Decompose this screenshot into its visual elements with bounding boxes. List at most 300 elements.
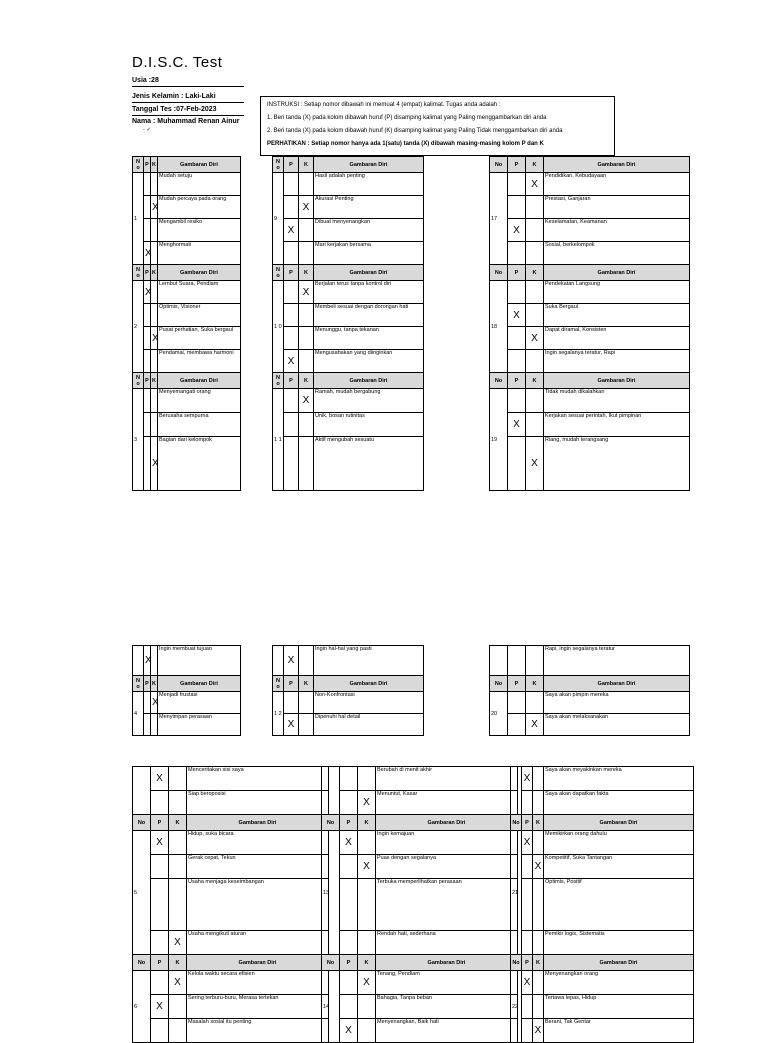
p-mark-cell[interactable] (284, 413, 299, 437)
item-number: 17 (490, 173, 508, 265)
gambaran-diri-text: Terbuka memperlihatkan perasaan (376, 879, 518, 931)
stray-mark: - ✓ (143, 127, 151, 133)
header-no: N o (273, 157, 284, 173)
item-number: 1 0 (273, 281, 284, 373)
header-gambaran-diri: Gambaran Diri (544, 815, 694, 831)
k-mark-cell[interactable] (151, 304, 158, 327)
k-mark-cell[interactable] (169, 879, 187, 931)
k-mark-cell[interactable] (526, 219, 544, 242)
p-mark-cell[interactable] (340, 971, 358, 995)
table-row (490, 413, 690, 437)
p-mark-cell[interactable] (340, 931, 358, 955)
gambaran-diri-text: Prestasi, Ganjaran (544, 196, 690, 219)
k-mark-cell[interactable] (169, 791, 187, 815)
item-number: 1 (133, 173, 144, 265)
k-mark-cell[interactable]: X (358, 855, 376, 879)
table-row (133, 646, 241, 676)
k-mark-cell[interactable] (151, 389, 158, 413)
header-gambaran-diri: Gambaran Diri (314, 373, 424, 389)
header-p: P (522, 815, 533, 831)
p-mark-cell[interactable] (508, 714, 526, 736)
p-mark-cell[interactable] (508, 389, 526, 413)
k-mark-cell[interactable] (526, 304, 544, 327)
p-mark-cell[interactable] (508, 350, 526, 373)
k-mark-cell[interactable]: X (151, 327, 158, 350)
k-mark-cell[interactable] (151, 173, 158, 196)
p-mark-cell[interactable]: X (284, 646, 299, 676)
k-mark-cell[interactable] (169, 767, 187, 791)
p-mark-cell[interactable] (508, 173, 526, 196)
k-mark-cell[interactable] (533, 831, 544, 855)
p-mark-cell[interactable] (508, 646, 526, 676)
gambaran-diri-text: Berusaha sempurna (158, 413, 241, 437)
k-mark-cell[interactable] (299, 219, 314, 242)
p-mark-cell[interactable]: X (144, 646, 151, 676)
table-row (322, 995, 518, 1019)
p-mark-cell[interactable] (144, 437, 151, 491)
table-header-row (273, 157, 424, 173)
k-mark-cell[interactable] (526, 242, 544, 265)
p-mark-cell[interactable] (522, 1019, 533, 1043)
p-mark-cell[interactable] (144, 327, 151, 350)
gambaran-diri-text: Menjadi frustasi (158, 692, 241, 714)
table-header-row (133, 157, 241, 173)
table-row (511, 1019, 694, 1043)
item-number (133, 767, 151, 815)
header-p: P (508, 373, 526, 389)
table-row (490, 304, 690, 327)
k-mark-cell[interactable] (358, 995, 376, 1019)
gambaran-diri-text: Bagian dari kelompok (158, 437, 241, 491)
header-no: N o (133, 157, 144, 173)
table-row (133, 389, 241, 413)
p-mark-cell[interactable] (508, 692, 526, 714)
header-gambaran-diri: Gambaran Diri (314, 157, 424, 173)
p-mark-cell[interactable] (284, 281, 299, 304)
k-mark-cell[interactable] (151, 350, 158, 373)
p-mark-cell[interactable] (144, 714, 151, 736)
p-mark-cell[interactable] (508, 281, 526, 304)
table-row (133, 692, 241, 714)
k-mark-cell[interactable]: X (526, 437, 544, 491)
k-mark-cell[interactable] (299, 692, 314, 714)
k-mark-cell[interactable] (526, 413, 544, 437)
gambaran-diri-text: Tertawa lepas, Hidup (544, 995, 694, 1019)
p-mark-cell[interactable] (144, 304, 151, 327)
k-mark-cell[interactable] (151, 219, 158, 242)
gambaran-diri-text: Saya akan pimpin mereka (544, 692, 690, 714)
table-row (322, 831, 518, 855)
disc-table (132, 645, 241, 736)
item-number: 13 (322, 831, 340, 955)
gambaran-diri-text: Riang, mudah terangsang (544, 437, 690, 491)
item-number: 19 (490, 389, 508, 491)
k-mark-cell[interactable] (299, 304, 314, 327)
header-no: No (322, 955, 340, 971)
p-mark-cell[interactable] (144, 350, 151, 373)
p-mark-cell[interactable] (284, 327, 299, 350)
table-header-row (490, 265, 690, 281)
p-mark-cell[interactable] (508, 437, 526, 491)
p-mark-cell[interactable] (144, 389, 151, 413)
p-mark-cell[interactable]: X (144, 242, 151, 265)
p-mark-cell[interactable] (284, 389, 299, 413)
p-mark-cell[interactable] (144, 173, 151, 196)
table-row (133, 281, 241, 304)
instruction-line-3: 2. Beri tanda (X) pada kolom dibawah huruf (K) disamping kalimat yang Paling Tidak menggambarkan diri anda (267, 128, 563, 134)
gambaran-diri-text: Mengusahakan yang diinginkan (314, 350, 424, 373)
p-mark-cell[interactable]: X (284, 714, 299, 736)
k-mark-cell[interactable]: X (358, 791, 376, 815)
table-header-row (133, 955, 329, 971)
k-mark-cell[interactable] (299, 714, 314, 736)
gambaran-diri-text: Berjalan terus tanpa kontrol diri (314, 281, 424, 304)
p-mark-cell[interactable] (340, 767, 358, 791)
table-header-row (322, 955, 518, 971)
table-row (133, 196, 241, 219)
p-mark-cell[interactable] (151, 931, 169, 955)
table-row (273, 281, 424, 304)
gambaran-diri-text: Ramah, mudah bergabung (314, 389, 424, 413)
k-mark-cell[interactable] (358, 931, 376, 955)
header-gambaran-diri: Gambaran Diri (544, 157, 690, 173)
disc-table (489, 156, 690, 491)
table-row (511, 879, 694, 931)
k-mark-cell[interactable] (533, 767, 544, 791)
p-mark-cell[interactable] (340, 995, 358, 1019)
gambaran-diri-text: Menyemangati orang (158, 389, 241, 413)
gambaran-diri-text: Menyimpan perasaan (158, 714, 241, 736)
table-row (511, 767, 694, 791)
disc-table (132, 156, 241, 491)
p-mark-cell[interactable]: X (522, 971, 533, 995)
gambaran-diri-text: Dibuat menyenangkan (314, 219, 424, 242)
header-gambaran-diri: Gambaran Diri (158, 265, 241, 281)
k-mark-cell[interactable] (358, 831, 376, 855)
p-mark-cell[interactable] (151, 879, 169, 931)
k-mark-cell[interactable] (299, 350, 314, 373)
gambaran-diri-text: Puas dengan segalanya (376, 855, 518, 879)
p-mark-cell[interactable]: X (144, 281, 151, 304)
gambaran-diri-text: Aktif mengubah sesuatu (314, 437, 424, 491)
gambaran-diri-text: Memikirkan orang dahulu (544, 831, 694, 855)
header-p: P (522, 955, 533, 971)
info-tanggal: Tanggal Tes :07-Feb-2023 (132, 104, 244, 116)
gambaran-diri-text: Optimis, Positif (544, 879, 694, 931)
p-mark-cell[interactable]: X (284, 219, 299, 242)
table-header-row (133, 676, 241, 692)
p-mark-cell[interactable] (284, 173, 299, 196)
disc-table (272, 156, 424, 491)
k-mark-cell[interactable]: X (169, 971, 187, 995)
header-k: K (526, 676, 544, 692)
header-no: No (511, 815, 522, 831)
header-k: K (526, 265, 544, 281)
table-row (273, 173, 424, 196)
table-row (511, 791, 694, 815)
table-row (133, 327, 241, 350)
gambaran-diri-text: Pendidikan, Kebudayaan (544, 173, 690, 196)
k-mark-cell[interactable] (299, 437, 314, 491)
k-mark-cell[interactable] (169, 831, 187, 855)
k-mark-cell[interactable] (526, 692, 544, 714)
header-k: K (299, 157, 314, 173)
k-mark-cell[interactable]: X (151, 196, 158, 219)
p-mark-cell[interactable]: X (340, 1019, 358, 1043)
table-row (273, 646, 424, 676)
k-mark-cell[interactable]: X (151, 437, 158, 491)
table-header-row (511, 955, 694, 971)
k-mark-cell[interactable]: X (169, 931, 187, 955)
gambaran-diri-text: Usaha menjaga keseimbangan (187, 879, 329, 931)
p-mark-cell[interactable] (144, 692, 151, 714)
table-row (133, 304, 241, 327)
item-number (490, 646, 508, 676)
gambaran-diri-text: Pusat perhatian, Suka bergaul (158, 327, 241, 350)
gambaran-diri-text: Ingin hal-hal yang pasti (314, 646, 424, 676)
table-header-row (133, 815, 329, 831)
k-mark-cell[interactable] (358, 1019, 376, 1043)
header-k: K (151, 157, 158, 173)
table-row (133, 437, 241, 491)
table-row (511, 855, 694, 879)
p-mark-cell[interactable] (151, 791, 169, 815)
k-mark-cell[interactable]: X (533, 855, 544, 879)
header-gambaran-diri: Gambaran Diri (187, 815, 329, 831)
p-mark-cell[interactable] (522, 931, 533, 955)
header-no: N o (133, 265, 144, 281)
info-usia: Usia :28 (132, 75, 244, 87)
table-row (511, 971, 694, 995)
table-row (322, 971, 518, 995)
k-mark-cell[interactable] (533, 995, 544, 1019)
table-row (322, 931, 518, 955)
gambaran-diri-text: Membeli sesuai dengan dorongan hati (314, 304, 424, 327)
k-mark-cell[interactable] (169, 1019, 187, 1043)
p-mark-cell[interactable] (151, 971, 169, 995)
gambaran-diri-text: Pemikir logis, Sistematis (544, 931, 694, 955)
table-header-row (490, 373, 690, 389)
p-mark-cell[interactable] (508, 196, 526, 219)
disc-table (321, 766, 518, 1043)
table-row (133, 242, 241, 265)
header-no: N o (133, 676, 144, 692)
p-mark-cell[interactable]: X (151, 831, 169, 855)
gambaran-diri-text: Menceritakan sisi saya (187, 767, 329, 791)
gambaran-diri-text: Menunggu, tanpa tekanan (314, 327, 424, 350)
k-mark-cell[interactable]: X (358, 971, 376, 995)
p-mark-cell[interactable]: X (508, 304, 526, 327)
table-row (511, 831, 694, 855)
k-mark-cell[interactable] (533, 971, 544, 995)
k-mark-cell[interactable] (526, 350, 544, 373)
k-mark-cell[interactable]: X (299, 196, 314, 219)
gambaran-diri-text: Menghormati (158, 242, 241, 265)
p-mark-cell[interactable] (284, 242, 299, 265)
k-mark-cell[interactable]: X (533, 1019, 544, 1043)
p-mark-cell[interactable] (151, 855, 169, 879)
header-p: P (284, 373, 299, 389)
p-mark-cell[interactable]: X (508, 413, 526, 437)
gambaran-diri-text: Mengambil resiko (158, 219, 241, 242)
p-mark-cell[interactable] (151, 1019, 169, 1043)
p-mark-cell[interactable] (522, 791, 533, 815)
gambaran-diri-text: Masalah sosial itu penting (187, 1019, 329, 1043)
p-mark-cell[interactable] (284, 304, 299, 327)
gambaran-diri-text: Tidak mudah dikalahkan (544, 389, 690, 413)
k-mark-cell[interactable] (299, 242, 314, 265)
header-k: K (299, 265, 314, 281)
k-mark-cell[interactable] (358, 767, 376, 791)
table-row (133, 831, 329, 855)
header-no: No (490, 265, 508, 281)
k-mark-cell[interactable] (533, 791, 544, 815)
k-mark-cell[interactable] (151, 413, 158, 437)
p-mark-cell[interactable] (522, 855, 533, 879)
header-no: N o (133, 373, 144, 389)
p-mark-cell[interactable] (340, 791, 358, 815)
header-no: No (511, 955, 522, 971)
p-mark-cell[interactable] (522, 995, 533, 1019)
header-gambaran-diri: Gambaran Diri (158, 676, 241, 692)
header-gambaran-diri: Gambaran Diri (376, 815, 518, 831)
k-mark-cell[interactable] (169, 855, 187, 879)
p-mark-cell[interactable] (340, 855, 358, 879)
table-row (133, 1019, 329, 1043)
k-mark-cell[interactable] (299, 646, 314, 676)
header-p: P (151, 955, 169, 971)
k-mark-cell[interactable] (169, 995, 187, 1019)
p-mark-cell[interactable] (144, 219, 151, 242)
gambaran-diri-text: Usaha mengikuti aturan (187, 931, 329, 955)
table-header-row (490, 676, 690, 692)
p-mark-cell[interactable] (144, 413, 151, 437)
k-mark-cell[interactable]: X (151, 692, 158, 714)
k-mark-cell[interactable] (533, 931, 544, 955)
gambaran-diri-text: Menuntut, Kasar (376, 791, 518, 815)
header-p: P (151, 815, 169, 831)
gambaran-diri-text: Sosial, berkelompok (544, 242, 690, 265)
p-mark-cell[interactable] (508, 327, 526, 350)
p-mark-cell[interactable] (284, 692, 299, 714)
p-mark-cell[interactable]: X (508, 219, 526, 242)
gambaran-diri-text: Dipenuhi hal detail (314, 714, 424, 736)
k-mark-cell[interactable] (526, 646, 544, 676)
k-mark-cell[interactable] (151, 714, 158, 736)
k-mark-cell[interactable]: X (299, 281, 314, 304)
page-title: D.I.S.C. Test (132, 54, 223, 71)
item-number: 18 (490, 281, 508, 373)
item-number (511, 767, 522, 815)
table-row (490, 437, 690, 491)
gambaran-diri-text: Rendah hati, sederhana (376, 931, 518, 955)
header-p: P (284, 265, 299, 281)
table-row (322, 855, 518, 879)
k-mark-cell[interactable]: X (299, 389, 314, 413)
table-row (490, 173, 690, 196)
header-p: P (144, 157, 151, 173)
table-row (511, 931, 694, 955)
k-mark-cell[interactable] (526, 389, 544, 413)
header-k: K (169, 955, 187, 971)
instruction-line-1: INSTRUKSI : Setiap nomor dibawah ini memuat 4 (empat) kalimat. Tugas anda adalah : (267, 102, 501, 108)
gambaran-diri-text: Sering terburu-buru, Merasa tertekan (187, 995, 329, 1019)
p-mark-cell[interactable] (522, 879, 533, 931)
gambaran-diri-text: Pendamai, membawa harmoni (158, 350, 241, 373)
item-number: 21 (511, 831, 522, 955)
header-gambaran-diri: Gambaran Diri (187, 955, 329, 971)
info-jenis-kelamin: Jenis Kelamin : Laki-Laki (132, 91, 244, 103)
k-mark-cell[interactable] (526, 281, 544, 304)
header-no: No (133, 815, 151, 831)
p-mark-cell[interactable] (508, 242, 526, 265)
item-number: 4 (133, 692, 144, 736)
p-mark-cell[interactable]: X (522, 831, 533, 855)
header-no: N o (273, 373, 284, 389)
instruction-line-2: 1. Beri tanda (X) pada kolom dibawah huruf (P) disamping kalimat yang Paling menggambarkan diri anda (267, 115, 547, 121)
header-gambaran-diri: Gambaran Diri (158, 373, 241, 389)
gambaran-diri-text: Gerak cepat, Tekun (187, 855, 329, 879)
table-row (133, 879, 329, 931)
k-mark-cell[interactable] (526, 196, 544, 219)
p-mark-cell[interactable]: X (151, 767, 169, 791)
table-row (490, 242, 690, 265)
k-mark-cell[interactable] (299, 413, 314, 437)
gambaran-diri-text: Keselamatan, Keamanan (544, 219, 690, 242)
header-p: P (340, 815, 358, 831)
gambaran-diri-text: Mari kerjakan bersama (314, 242, 424, 265)
gambaran-diri-text: Kompetitif, Suka Tantangan (544, 855, 694, 879)
header-k: K (151, 265, 158, 281)
item-number: 5 (133, 831, 151, 955)
header-p: P (284, 157, 299, 173)
table-row (490, 350, 690, 373)
p-mark-cell[interactable]: X (522, 767, 533, 791)
gambaran-diri-text: Hasil adalah penting (314, 173, 424, 196)
table-header-row (273, 676, 424, 692)
table-row (273, 196, 424, 219)
p-mark-cell[interactable] (284, 437, 299, 491)
table-row (490, 646, 690, 676)
k-mark-cell[interactable]: X (526, 327, 544, 350)
k-mark-cell[interactable] (358, 879, 376, 931)
gambaran-diri-text: Kelola waktu secara efisien (187, 971, 329, 995)
header-k: K (526, 157, 544, 173)
k-mark-cell[interactable] (533, 879, 544, 931)
table-header-row (322, 815, 518, 831)
p-mark-cell[interactable]: X (284, 350, 299, 373)
item-number (273, 646, 284, 676)
table-row (490, 327, 690, 350)
gambaran-diri-text: Ingin kemajuan (376, 831, 518, 855)
p-mark-cell[interactable] (284, 196, 299, 219)
k-mark-cell[interactable] (299, 173, 314, 196)
table-header-row (273, 265, 424, 281)
p-mark-cell[interactable] (144, 196, 151, 219)
k-mark-cell[interactable]: X (526, 173, 544, 196)
p-mark-cell[interactable]: X (151, 995, 169, 1019)
item-number: 14 (322, 971, 340, 1043)
k-mark-cell[interactable] (299, 327, 314, 350)
gambaran-diri-text: Menyenangkan, Baik hati (376, 1019, 518, 1043)
p-mark-cell[interactable]: X (340, 831, 358, 855)
p-mark-cell[interactable] (340, 879, 358, 931)
item-number: 1 1 (273, 389, 284, 491)
k-mark-cell[interactable]: X (526, 714, 544, 736)
header-k: K (151, 373, 158, 389)
table-header-row (133, 373, 241, 389)
table-row (273, 242, 424, 265)
